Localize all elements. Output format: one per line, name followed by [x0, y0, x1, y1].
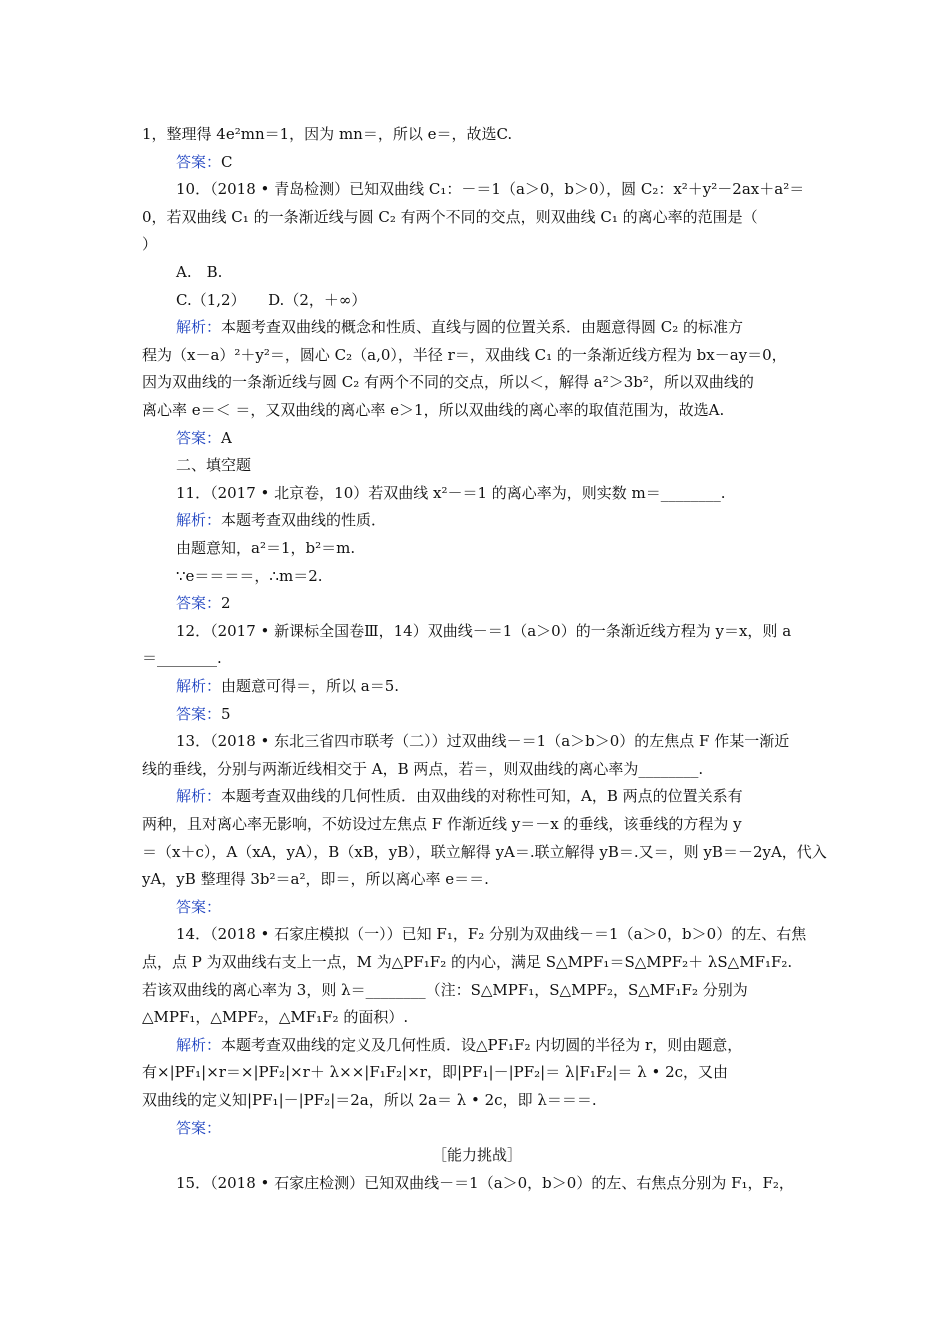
labeled-line: [176, 704, 812, 724]
line-text: A: [221, 428, 232, 447]
text-line: [176, 538, 812, 558]
line-text: 若该双曲线的离心率为 3，则 λ＝________（注：S△MPF₁，S△MPF₂，S△MF₁F₂ 分别为: [142, 980, 748, 999]
line-text: 10．（2018 • 青岛检测）已知双曲线 C₁：－＝1（a＞0，b＞0），圆 C₂：x²＋y²－2ax＋a²＝: [176, 180, 805, 199]
text-line: [142, 814, 812, 834]
line-text: 15．（2018 • 石家庄检测）已知双曲线－＝1（a＞0，b＞0）的左、右焦点分别为 F₁，F₂，: [176, 1173, 794, 1192]
text-line: [176, 731, 812, 751]
line-text: 线的垂线，分别与两渐近线相交于 A，B 两点，若＝，则双曲线的离心率为________.: [142, 759, 704, 778]
text-line: [142, 400, 812, 420]
answer-label: 答案：: [176, 428, 222, 447]
labeled-line: [176, 897, 812, 917]
line-text: 本题考查双曲线的概念和性质、直线与圆的位置关系．由题意得圆 C₂ 的标准方: [221, 318, 744, 337]
analysis-label: 解析：: [176, 677, 222, 695]
line-text: 两种，且对离心率无影响，不妨设过左焦点 F 作渐近线 y＝－x 的垂线，该垂线的方程为 y: [142, 815, 742, 833]
line-text: ＝（x＋c），A（xA，yA），B（xB，yB），联立解得 yA＝.联立解得 yB＝.又＝，则 yB＝－2yA，代入: [142, 842, 827, 861]
text-line: [176, 566, 812, 586]
text-line: [176, 621, 812, 641]
line-text: 有×|PF₁|×r＝×|PF₂|×r＋ λ××|F₁F₂|×r，即|PF₁|－|PF₂|＝ λ|F₁F₂|＝ λ • 2c，又由: [142, 1063, 729, 1082]
answer-label: 答案：: [176, 1118, 222, 1137]
answer-label: 答案：: [176, 897, 222, 916]
text-line: [176, 1173, 812, 1193]
analysis-label: 解析：: [176, 1035, 222, 1054]
line-text: 0，若双曲线 C₁ 的一条渐近线与圆 C₂ 有两个不同的交点，则双曲线 C₁ 的离心率的范围是（: [142, 207, 758, 226]
text-line: [176, 924, 812, 944]
labeled-line: [176, 510, 812, 530]
line-text: C.（1,2） D.（2，＋∞）: [176, 290, 367, 309]
text-line: [142, 124, 812, 144]
analysis-label: 解析：: [176, 318, 222, 337]
answer-label: 答案：: [176, 704, 222, 723]
line-text: 离心率 e＝＜ ＝，又双曲线的离心率 e＞1，所以双曲线的离心率的取值范围为，故选A.: [142, 401, 725, 419]
text-line: [142, 1090, 812, 1110]
line-text: C: [221, 152, 233, 171]
line-text: 11．（2017 • 北京卷，10）若双曲线 x²－＝1 的离心率为，则实数 m＝________.: [176, 483, 726, 502]
line-text: 双曲线的定义知|PF₁|－|PF₂|＝2a，所以 2a＝ λ • 2c，即 λ＝＝＝.: [142, 1091, 597, 1109]
line-text: △MPF₁，△MPF₂，△MF₁F₂ 的面积）.: [142, 1008, 409, 1027]
analysis-label: 解析：: [176, 787, 222, 806]
text-line: [142, 869, 812, 889]
line-text: ）: [142, 235, 158, 254]
line-text: 本题考查双曲线的定义及几何性质．设△PF₁F₂ 内切圆的半径为 r，则由题意，: [221, 1035, 743, 1054]
line-text: 二、填空题: [176, 456, 252, 475]
text-line: [176, 455, 812, 475]
text-line: [142, 842, 827, 862]
text-line: [142, 234, 812, 254]
labeled-line: [176, 676, 812, 696]
text-line: [176, 290, 812, 310]
line-text: 因为双曲线的一条渐近线与圆 C₂ 有两个不同的交点，所以＜，解得 a²＞3b²，所以双曲线的: [142, 373, 754, 392]
text-line: [176, 483, 812, 503]
answer-label: 答案：: [176, 594, 222, 613]
line-text: ＝________.: [142, 649, 222, 668]
line-text: yA，yB 整理得 3b²＝a²，即＝，所以离心率 e＝＝.: [142, 870, 489, 889]
text-line: [142, 1007, 812, 1027]
line-text: ［能力挑战］: [431, 1146, 522, 1165]
labeled-line: [176, 317, 812, 337]
line-text: 由题意可得＝，所以 a＝5.: [221, 677, 400, 695]
section-heading: [142, 1145, 812, 1165]
text-line: [142, 372, 812, 392]
labeled-line: [176, 1035, 812, 1055]
text-line: [142, 952, 812, 972]
text-line: [142, 1062, 812, 1082]
line-text: 12．（2017 • 新课标全国卷Ⅲ，14）双曲线－＝1（a＞0）的一条渐近线方程为 y＝x，则 a: [176, 621, 792, 640]
line-text: 14．（2018 • 石家庄模拟（一））已知 F₁，F₂ 分别为双曲线－＝1（a＞0，b＞0）的左、右焦: [176, 925, 807, 944]
text-line: [176, 179, 812, 199]
labeled-line: [176, 786, 812, 806]
line-text: 由题意知，a²＝1，b²＝m.: [176, 539, 356, 557]
text-line: [176, 262, 812, 282]
labeled-line: [176, 1118, 812, 1138]
line-text: 13．（2018 • 东北三省四市联考（二））过双曲线－＝1（a＞b＞0）的左焦点 F 作某一渐近: [176, 732, 790, 751]
line-text: 1，整理得 4e²mn＝1，因为 mn＝，所以 e＝，故选C.: [142, 125, 513, 143]
line-text: 程为（x－a）²＋y²＝，圆心 C₂（a,0），半径 r＝，双曲线 C₁ 的一条渐近线方程为 bx－ay＝0，: [142, 345, 787, 364]
text-line: [142, 648, 812, 668]
text-line: [142, 759, 812, 779]
line-text: 2: [221, 594, 231, 613]
labeled-line: [176, 152, 812, 172]
line-text: 本题考查双曲线的性质．: [221, 511, 387, 530]
text-line: [142, 345, 812, 365]
labeled-line: [176, 428, 812, 448]
line-text: A. B.: [176, 263, 223, 281]
line-text: 本题考查双曲线的几何性质．由双曲线的对称性可知，A，B 两点的位置关系有: [221, 787, 743, 806]
line-text: 点，点 P 为双曲线右支上一点，M 为△PF₁F₂ 的内心，满足 S△MPF₁＝S△MPF₂＋ λS△MF₁F₂.: [142, 953, 793, 971]
text-line: [142, 980, 812, 1000]
labeled-line: [176, 593, 812, 613]
line-text: ∵e＝＝＝＝，∴m＝2.: [176, 566, 323, 585]
answer-label: 答案：: [176, 152, 222, 171]
analysis-label: 解析：: [176, 511, 222, 530]
text-line: [142, 207, 812, 227]
line-text: 5: [221, 704, 231, 723]
